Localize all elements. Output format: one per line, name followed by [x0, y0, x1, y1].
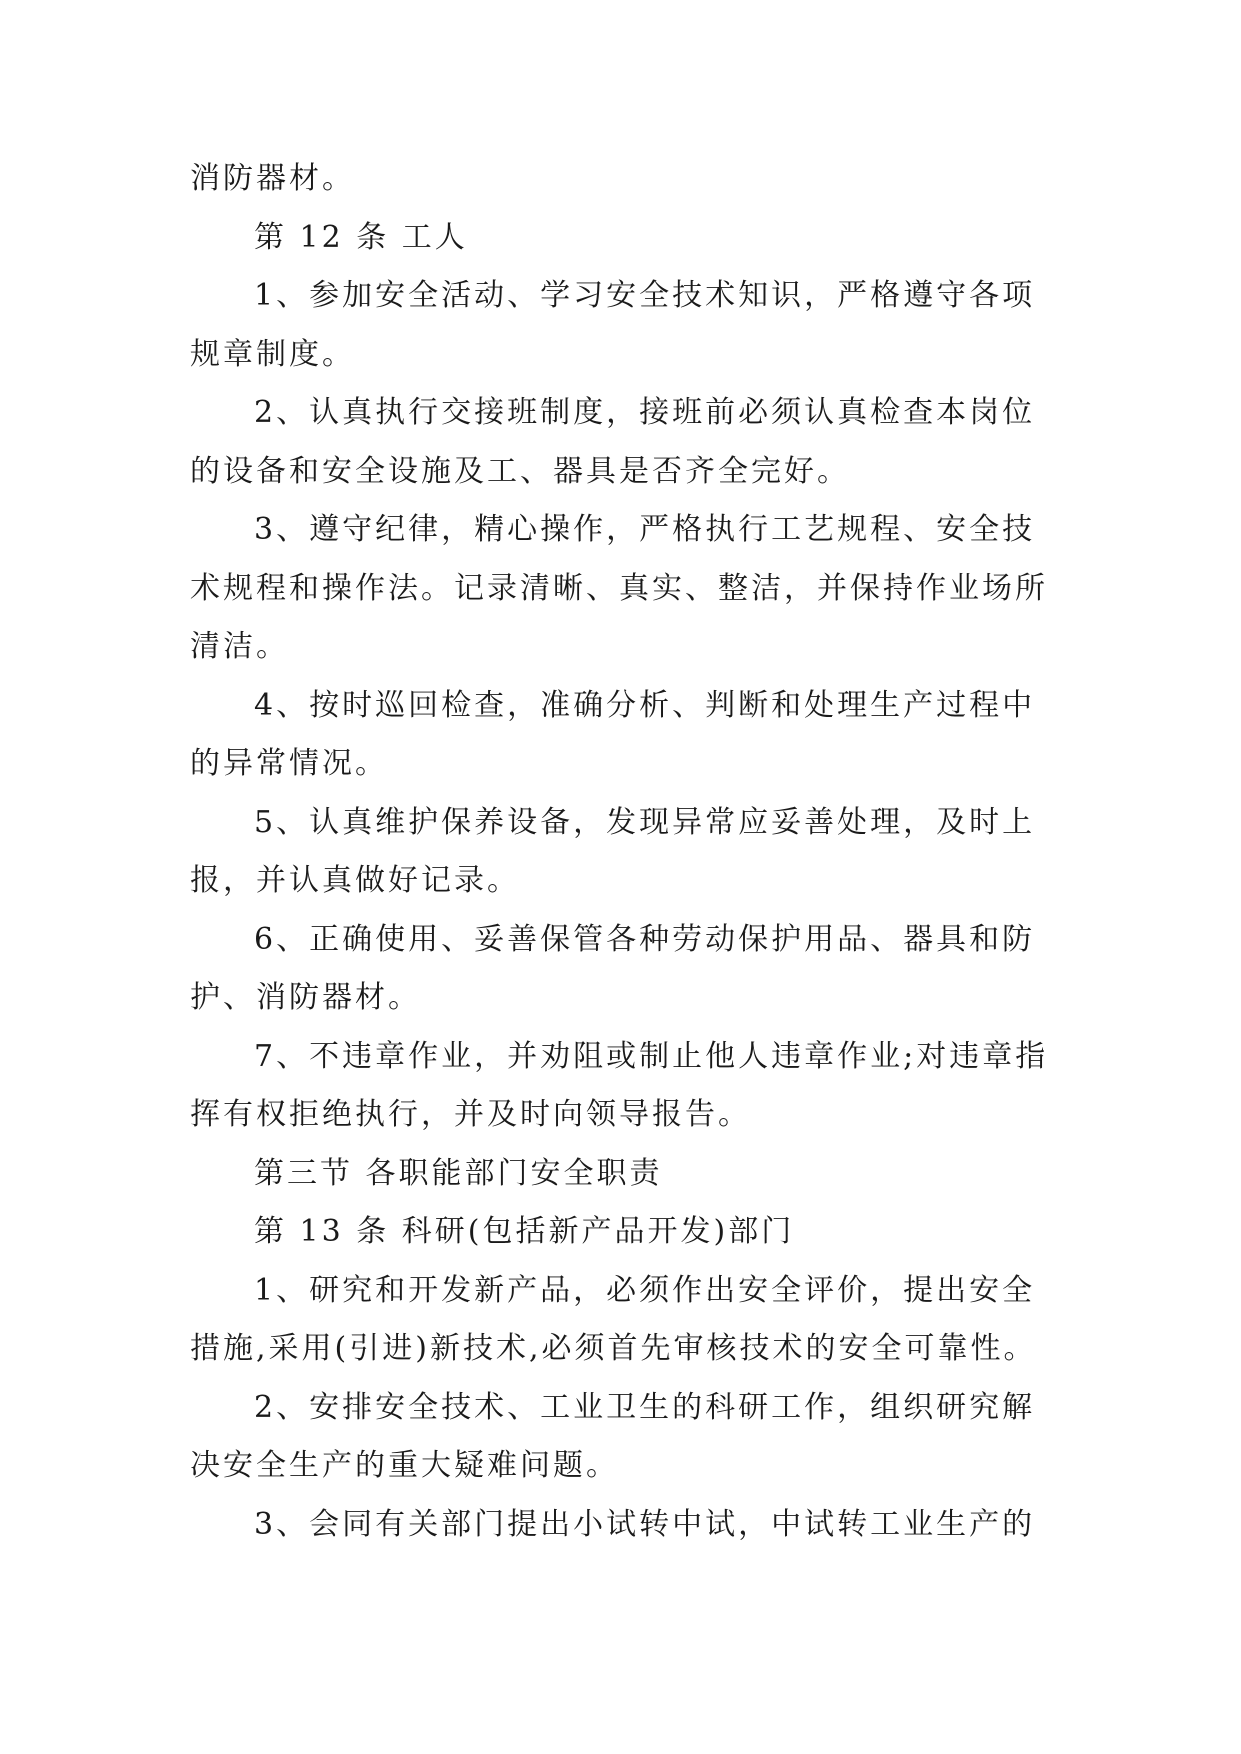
section-heading: 第三节 各职能部门安全职责 — [254, 1155, 663, 1191]
text-line: 2、安排安全技术、工业卫生的科研工作，组织研究解 — [254, 1389, 1036, 1425]
text-line: 决安全生产的重大疑难问题。 — [190, 1448, 619, 1483]
text-line: 的异常情况。 — [190, 746, 388, 781]
article-heading: 第 13 条 科研(包括新产品开发)部门 — [254, 1214, 795, 1249]
document-page — [190, 150, 1050, 1554]
text-line: 消防器材。 — [190, 161, 355, 196]
text-line: 5、认真维护保养设备，发现异常应妥善处理，及时上 — [254, 804, 1036, 840]
text-line: 的设备和安全设施及工、器具是否齐全完好。 — [190, 453, 850, 489]
text-line: 清洁。 — [190, 629, 289, 664]
article-heading: 第 12 条 工人 — [254, 219, 468, 255]
text-line: 1、参加安全活动、学习安全技术知识，严格遵守各项 — [254, 278, 1036, 313]
text-line: 护、消防器材。 — [190, 980, 421, 1015]
text-line: 6、正确使用、妥善保管各种劳动保护用品、器具和防 — [254, 921, 1036, 957]
text-line: 术规程和操作法。记录清晰、真实、整洁，并保持作业场所 — [190, 570, 1048, 606]
text-line: 7、不违章作业，并劝阻或制止他人违章作业;对违章指 — [254, 1038, 1049, 1074]
text-line: 4、按时巡回检查，准确分析、判断和处理生产过程中 — [254, 687, 1036, 723]
text-line: 挥有权拒绝执行，并及时向领导报告。 — [190, 1097, 751, 1132]
text-line: 规章制度。 — [190, 336, 355, 372]
text-line: 措施,采用(引进)新技术,必须首先审核技术的安全可靠性。 — [190, 1331, 1037, 1366]
text-line: 1、研究和开发新产品，必须作出安全评价，提出安全 — [254, 1272, 1036, 1308]
text-line: 3、遵守纪律，精心操作，严格执行工艺规程、安全技 — [254, 512, 1036, 547]
text-line: 2、认真执行交接班制度，接班前必须认真检查本岗位 — [254, 395, 1036, 430]
text-line: 3、会同有关部门提出小试转中试，中试转工业生产的 — [254, 1506, 1036, 1542]
text-line: 报，并认真做好记录。 — [190, 863, 520, 898]
